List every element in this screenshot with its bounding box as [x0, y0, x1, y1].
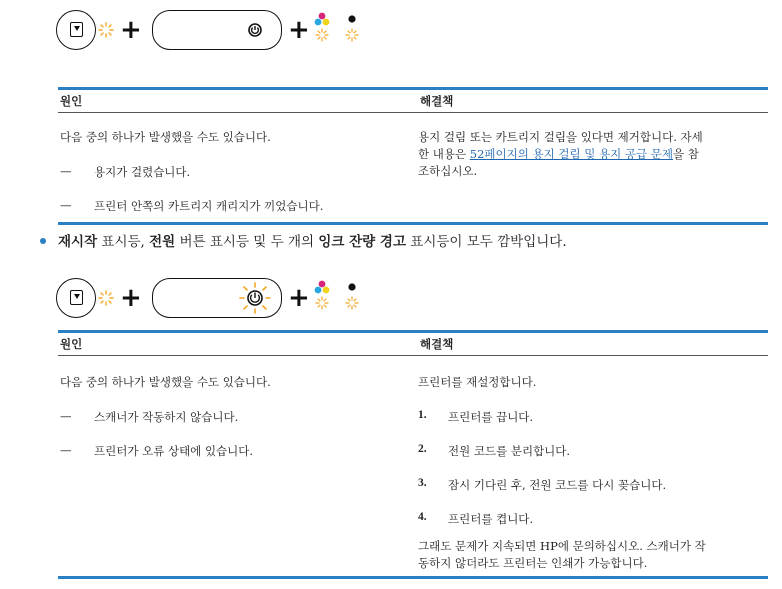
- step-number: 3.: [418, 477, 427, 489]
- solution-text: 을 참: [672, 147, 699, 161]
- dash: —: [60, 198, 72, 212]
- paper-jam-link[interactable]: 52페이지의 용지 걸림 및 용지 공급 문제: [469, 147, 673, 161]
- power-term: 전원: [149, 234, 176, 250]
- bullet-text-part: 버튼 표시등 및 두 개의: [175, 234, 319, 250]
- cause-line: 프린터가 오류 상태에 있습니다.: [94, 444, 254, 458]
- cause-line: 다음 중의 하나가 발생했을 수도 있습니다.: [60, 375, 271, 389]
- cause-line: 용지가 걸렸습니다.: [94, 165, 191, 179]
- step-number: 1.: [418, 409, 427, 421]
- troubleshoot-table-2: [58, 330, 768, 356]
- dash: —: [60, 443, 72, 457]
- cause-line: 스캐너가 작동하지 않습니다.: [94, 410, 239, 424]
- plus-icon: +: [288, 15, 310, 45]
- step-text: 전원 코드를 분리합니다.: [448, 444, 571, 458]
- dash: —: [60, 164, 72, 178]
- resume-term: 재시작: [58, 234, 98, 250]
- power-button-icon: [248, 23, 262, 37]
- plus-icon: +: [120, 15, 142, 45]
- step-text: 프린터를 켭니다.: [448, 512, 534, 526]
- solution-note: 동하지 않더라도 프린터는 인쇄가 가능합니다.: [418, 556, 648, 570]
- solution-text: 용지 걸림 또는 카트리지 걸림을 있다면 제거합니다. 자세: [418, 130, 703, 144]
- color-ink-icon: [310, 12, 336, 46]
- light-pattern-diagram-1: [56, 10, 376, 50]
- cause-line: 프린터 안쪽의 카트리지 캐리지가 끼었습니다.: [94, 199, 324, 213]
- solution-intro: 프린터를 재설정합니다.: [418, 375, 537, 389]
- plus-icon: +: [288, 283, 310, 313]
- color-ink-icon: [310, 280, 336, 314]
- cause-header: 원인: [58, 332, 418, 356]
- plus-icon: +: [120, 283, 142, 313]
- bullet-text-part: 표시등,: [97, 234, 150, 250]
- solution-note: 그래도 문제가 지속되면 HP에 문의하십시오. 스캐너가 작: [418, 539, 706, 553]
- resume-button-icon: [56, 278, 96, 318]
- cause-line: 다음 중의 하나가 발생했을 수도 있습니다.: [60, 130, 271, 144]
- solution-text-line2: [418, 146, 699, 162]
- solution-text: 조하십시오.: [418, 164, 478, 178]
- step-number: 2.: [418, 443, 427, 455]
- light-pattern-diagram-2: [56, 278, 376, 318]
- step-text: 프린터를 끕니다.: [448, 410, 534, 424]
- solution-header: 해결책: [418, 89, 768, 113]
- black-ink-icon: [340, 280, 366, 314]
- bullet-text: [58, 230, 567, 250]
- power-button-outline: [152, 10, 282, 50]
- step-text: 잠시 기다린 후, 전원 코드를 다시 꽂습니다.: [448, 478, 667, 492]
- amber-blink-icon: [98, 22, 114, 38]
- amber-blink-icon: [98, 290, 114, 306]
- black-ink-icon: [340, 12, 366, 46]
- table2-bottom-rule: [58, 576, 768, 579]
- power-button-blink-icon: [239, 282, 271, 314]
- bullet-icon: [40, 238, 46, 244]
- ink-alert-term: 잉크 잔량 경고: [318, 234, 406, 250]
- resume-button-icon: [56, 10, 96, 50]
- bullet-text-part: 표시등이 모두 깜박입니다.: [406, 234, 567, 250]
- dash: —: [60, 409, 72, 423]
- step-number: 4.: [418, 511, 427, 523]
- table1-bottom-rule: [58, 222, 768, 225]
- solution-text: 한 내용은: [418, 147, 470, 161]
- cause-header: 원인: [58, 89, 418, 113]
- solution-header: 해결책: [418, 332, 768, 356]
